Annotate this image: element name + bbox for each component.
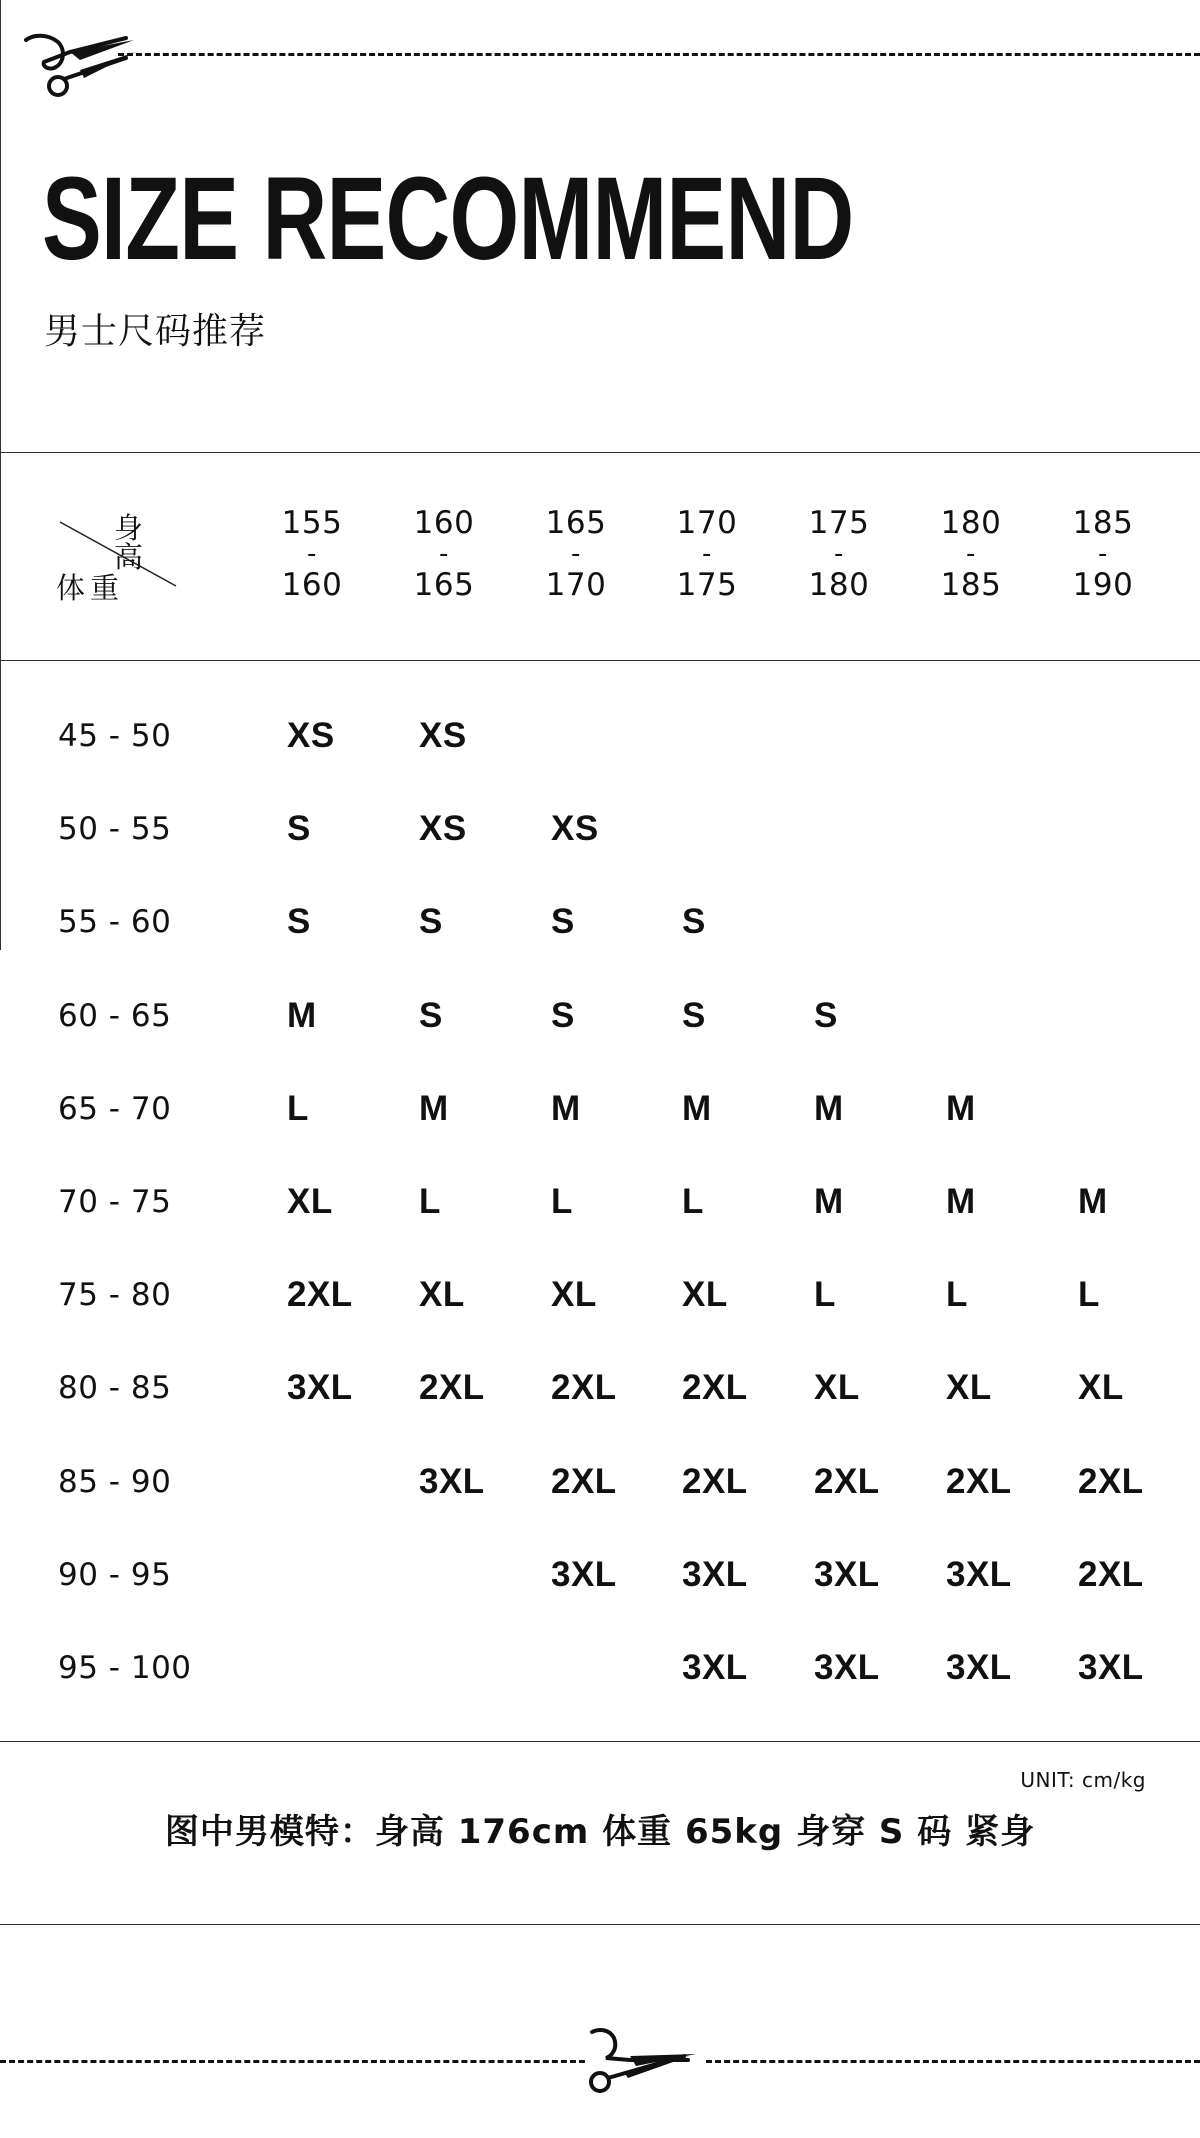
- size-cell: 3XL: [1078, 1648, 1144, 1687]
- size-cell: XL: [946, 1368, 992, 1407]
- size-cell: L: [287, 1089, 309, 1128]
- size-cell: S: [682, 902, 706, 941]
- size-cell: L: [551, 1182, 573, 1221]
- height-range-from: 165: [545, 505, 607, 541]
- weight-range-label: 90 - 95: [58, 1557, 172, 1593]
- size-cell: 2XL: [682, 1368, 748, 1407]
- model-note: 图中男模特：身高 176cm 体重 65kg 身穿 S 码 紧身: [164, 1812, 1036, 1852]
- size-cell: XL: [287, 1182, 333, 1221]
- weight-range-label: 65 - 70: [58, 1091, 172, 1127]
- height-range-sep: -: [966, 539, 976, 569]
- height-range-header: [652, 505, 762, 603]
- size-cell: 2XL: [287, 1275, 353, 1314]
- size-cell: XL: [1078, 1368, 1124, 1407]
- size-cell: M: [287, 996, 317, 1035]
- bottom-cut-line-right: [706, 2060, 1200, 2063]
- size-cell: L: [419, 1182, 441, 1221]
- size-cell: XL: [419, 1275, 465, 1314]
- height-range-sep: -: [439, 539, 449, 569]
- size-cell: M: [814, 1089, 844, 1128]
- top-cut-line: [118, 53, 1200, 56]
- size-cell: 2XL: [1078, 1462, 1144, 1501]
- size-cell: XS: [287, 716, 335, 755]
- divider-header: [0, 660, 1200, 661]
- size-cell: S: [551, 996, 575, 1035]
- size-cell: L: [1078, 1275, 1100, 1314]
- size-cell: XS: [551, 809, 599, 848]
- size-cell: 2XL: [551, 1462, 617, 1501]
- size-cell: 2XL: [814, 1462, 880, 1501]
- weight-range-label: 50 - 55: [58, 811, 172, 847]
- size-cell: 3XL: [814, 1555, 880, 1594]
- size-cell: S: [682, 996, 706, 1035]
- size-cell: 3XL: [946, 1648, 1012, 1687]
- size-cell: 3XL: [551, 1555, 617, 1594]
- size-cell: S: [419, 996, 443, 1035]
- size-cell: M: [1078, 1182, 1108, 1221]
- divider-top: [0, 452, 1200, 453]
- size-cell: 2XL: [419, 1368, 485, 1407]
- weight-range-label: 70 - 75: [58, 1184, 172, 1220]
- size-cell: M: [551, 1089, 581, 1128]
- size-cell: 3XL: [419, 1462, 485, 1501]
- height-range-to: 160: [281, 567, 343, 603]
- height-range-header: [784, 505, 894, 603]
- weight-column-rule: [0, 0, 1, 950]
- weight-range-label: 85 - 90: [58, 1464, 172, 1500]
- size-cell: S: [287, 809, 311, 848]
- height-range-to: 175: [676, 567, 738, 603]
- height-range-sep: -: [1098, 539, 1108, 569]
- page-title: SIZE RECOMMEND: [42, 153, 854, 285]
- divider-bottom: [0, 1741, 1200, 1742]
- height-range-header: [521, 505, 631, 603]
- size-cell: 3XL: [946, 1555, 1012, 1594]
- height-range-header: [1048, 505, 1158, 603]
- size-cell: 3XL: [682, 1555, 748, 1594]
- size-cell: 2XL: [551, 1368, 617, 1407]
- scissors-icon: [578, 2026, 708, 2094]
- weight-range-label: 75 - 80: [58, 1277, 172, 1313]
- size-cell: L: [814, 1275, 836, 1314]
- size-cell: M: [814, 1182, 844, 1221]
- size-cell: 3XL: [814, 1648, 880, 1687]
- height-range-sep: -: [702, 539, 712, 569]
- height-range-from: 180: [940, 505, 1002, 541]
- size-cell: L: [946, 1275, 968, 1314]
- size-cell: XS: [419, 809, 467, 848]
- height-axis-label: 身高: [114, 511, 149, 574]
- divider-footer: [0, 1924, 1200, 1925]
- corner-header: [56, 510, 181, 605]
- height-range-header: [389, 505, 499, 603]
- height-range-from: 160: [413, 505, 475, 541]
- size-cell: XL: [814, 1368, 860, 1407]
- bottom-cut-line-left: [0, 2060, 585, 2063]
- size-cell: S: [287, 902, 311, 941]
- height-range-to: 165: [413, 567, 475, 603]
- height-range-from: 175: [808, 505, 870, 541]
- size-cell: S: [419, 902, 443, 941]
- size-cell: XS: [419, 716, 467, 755]
- size-cell: 2XL: [1078, 1555, 1144, 1594]
- size-cell: M: [946, 1182, 976, 1221]
- height-range-from: 185: [1072, 505, 1134, 541]
- page-subtitle: 男士尺码推荐: [44, 311, 267, 352]
- height-range-to: 190: [1072, 567, 1134, 603]
- height-range-to: 170: [545, 567, 607, 603]
- size-cell: S: [551, 902, 575, 941]
- height-range-sep: -: [307, 539, 317, 569]
- size-cell: 3XL: [287, 1368, 353, 1407]
- weight-axis-label: 体重: [56, 571, 125, 605]
- size-cell: L: [682, 1182, 704, 1221]
- size-cell: XL: [682, 1275, 728, 1314]
- size-cell: XL: [551, 1275, 597, 1314]
- height-range-header: [916, 505, 1026, 603]
- size-cell: S: [814, 996, 838, 1035]
- height-range-to: 185: [940, 567, 1002, 603]
- height-range-sep: -: [571, 539, 581, 569]
- size-cell: 2XL: [682, 1462, 748, 1501]
- size-cell: 2XL: [946, 1462, 1012, 1501]
- weight-range-label: 80 - 85: [58, 1370, 172, 1406]
- weight-range-label: 60 - 65: [58, 998, 172, 1034]
- unit-label: UNIT: cm/kg: [1020, 1768, 1146, 1792]
- height-range-header: [257, 505, 367, 603]
- size-cell: M: [419, 1089, 449, 1128]
- weight-range-label: 55 - 60: [58, 904, 172, 940]
- height-range-from: 155: [281, 505, 343, 541]
- height-range-sep: -: [834, 539, 844, 569]
- weight-range-label: 95 - 100: [58, 1650, 192, 1686]
- size-cell: 3XL: [682, 1648, 748, 1687]
- height-range-from: 170: [676, 505, 738, 541]
- size-cell: M: [682, 1089, 712, 1128]
- size-cell: M: [946, 1089, 976, 1128]
- height-range-to: 180: [808, 567, 870, 603]
- scissors-icon: [22, 30, 152, 98]
- weight-range-label: 45 - 50: [58, 718, 172, 754]
